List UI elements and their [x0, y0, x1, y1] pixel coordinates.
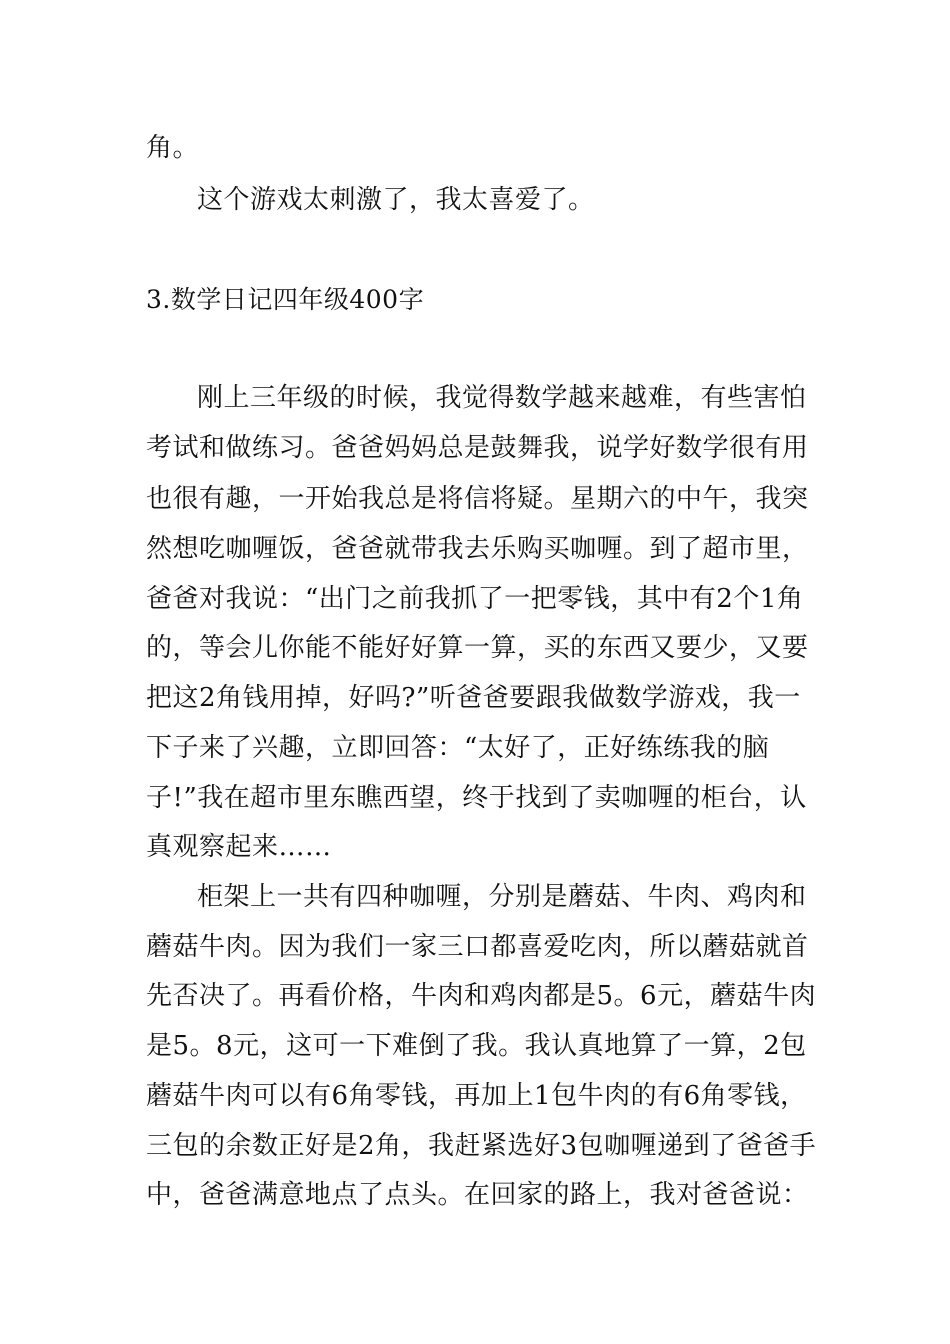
section-heading: 3.数学日记四年级400字: [146, 285, 425, 314]
paragraph-2-line: 是5。8元，这可一下难倒了我。我认真地算了一算，2包: [146, 1031, 807, 1061]
paragraph-1-line: 把这2角钱用掉，好吗?”听爸爸要跟我做数学游戏，我一: [146, 683, 801, 713]
paragraph-2-line: 蘑菇牛肉。因为我们一家三口都喜爱吃肉，所以蘑菇就首: [146, 932, 809, 962]
paragraph-1-line: 也很有趣，一开始我总是将信将疑。星期六的中午，我突: [146, 484, 809, 514]
paragraph-1-line: 考试和做练习。爸爸妈妈总是鼓舞我，说学好数学很有用: [146, 433, 809, 463]
paragraph-2-line: 中，爸爸满意地点了点头。在回家的路上，我对爸爸说：: [146, 1180, 809, 1210]
paragraph-2-line: 蘑菇牛肉可以有6角零钱，再加上1包牛肉的有6角零钱，: [146, 1081, 807, 1111]
paragraph-1-line: 下子来了兴趣，立即回答：“太好了，正好练练我的脑: [146, 733, 770, 763]
closing-paragraph-line: 这个游戏太刺激了，我太喜爱了。: [197, 185, 595, 215]
paragraph-2-line: 柜架上一共有四种咖喱，分别是蘑菇、牛肉、鸡肉和: [197, 882, 807, 912]
paragraph-1-line: 爸爸对我说：“出门之前我抓了一把零钱，其中有2个1角: [146, 584, 804, 614]
paragraph-1-line: 子!”我在超市里东瞧西望，终于找到了卖咖喱的柜台，认: [146, 783, 807, 813]
paragraph-1-line: 刚上三年级的时候，我觉得数学越来越难，有些害怕: [197, 383, 807, 413]
continuation-line: 角。: [146, 133, 200, 163]
paragraph-1-line: 的，等会儿你能不能好好算一算，买的东西又要少，又要: [146, 633, 809, 663]
paragraph-2-line: 三包的余数正好是2角，我赶紧选好3包咖喱递到了爸爸手: [146, 1131, 817, 1161]
paragraph-1-line: 然想吃咖喱饭，爸爸就带我去乐购买咖喱。到了超市里，: [146, 534, 809, 564]
paragraph-1-line: 真观察起来……: [146, 832, 332, 862]
paragraph-2-line: 先否决了。再看价格，牛肉和鸡肉都是5。6元，蘑菇牛肉: [146, 981, 817, 1011]
